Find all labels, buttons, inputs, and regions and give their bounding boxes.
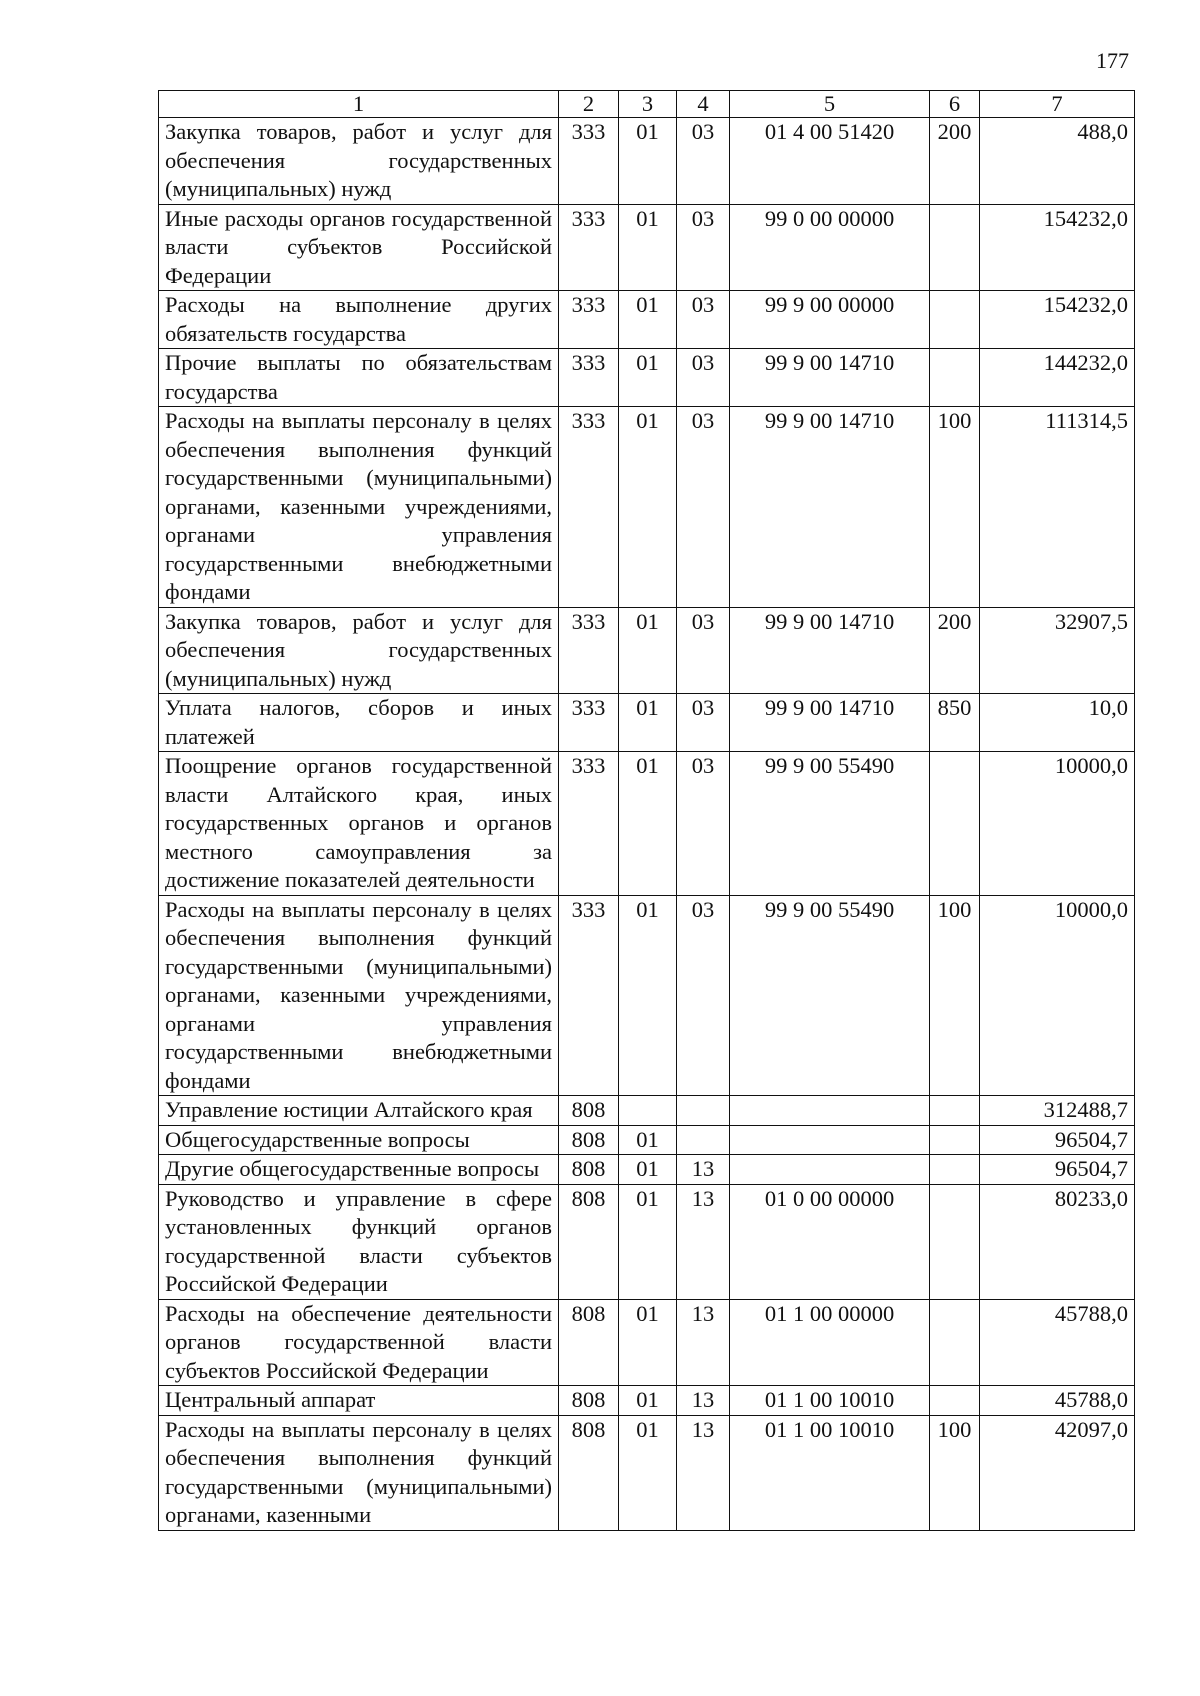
subsection-code: 03	[677, 291, 730, 349]
expense-type-code	[930, 349, 980, 407]
section-code: 01	[619, 1299, 677, 1386]
subsection-code: 03	[677, 694, 730, 752]
column-header: 6	[930, 91, 980, 118]
section-code: 01	[619, 752, 677, 896]
expense-name: Прочие выплаты по обязательствам государства	[159, 349, 559, 407]
expense-type-code: 200	[930, 607, 980, 694]
target-item-code: 01 0 00 00000	[730, 1184, 930, 1299]
subsection-code: 13	[677, 1415, 730, 1530]
amount: 10,0	[980, 694, 1135, 752]
amount: 96504,7	[980, 1155, 1135, 1185]
column-header: 3	[619, 91, 677, 118]
table-row	[159, 895, 1135, 1096]
expense-name: Другие общегосударственные вопросы	[159, 1155, 559, 1185]
target-item-code	[730, 1155, 930, 1185]
expense-name: Поощрение органов государственной власти Алтайского края, иных государственных органов и органов местного самоуправления за достижение показателей деятельности	[159, 752, 559, 896]
subsection-code: 03	[677, 118, 730, 205]
expense-type-code	[930, 1386, 980, 1416]
department-code: 333	[559, 752, 619, 896]
subsection-code	[677, 1096, 730, 1126]
expense-type-code: 100	[930, 1415, 980, 1530]
target-item-code: 01 1 00 10010	[730, 1415, 930, 1530]
table-row	[159, 1184, 1135, 1299]
expense-type-code: 100	[930, 407, 980, 608]
section-code: 01	[619, 895, 677, 1096]
section-code: 01	[619, 1125, 677, 1155]
subsection-code: 03	[677, 407, 730, 608]
table-row	[159, 1415, 1135, 1530]
target-item-code	[730, 1096, 930, 1126]
target-item-code: 99 9 00 14710	[730, 349, 930, 407]
expense-name: Расходы на выполнение других обязательств государства	[159, 291, 559, 349]
target-item-code: 99 9 00 00000	[730, 291, 930, 349]
table-row	[159, 204, 1135, 291]
department-code: 808	[559, 1299, 619, 1386]
expense-type-code	[930, 1155, 980, 1185]
table-row	[159, 752, 1135, 896]
section-code: 01	[619, 1386, 677, 1416]
expense-name: Иные расходы органов государственной власти субъектов Российской Федерации	[159, 204, 559, 291]
department-code: 333	[559, 694, 619, 752]
subsection-code: 13	[677, 1299, 730, 1386]
target-item-code: 01 1 00 10010	[730, 1386, 930, 1416]
table-row	[159, 607, 1135, 694]
target-item-code: 99 0 00 00000	[730, 204, 930, 291]
expense-name: Расходы на выплаты персоналу в целях обеспечения выполнения функций государственными (муниципальными) органами, казенными учреждениями, органами управления государственными внебюджетными фондами	[159, 407, 559, 608]
expense-type-code	[930, 1096, 980, 1126]
department-code: 333	[559, 291, 619, 349]
amount: 45788,0	[980, 1386, 1135, 1416]
table-row	[159, 118, 1135, 205]
department-code: 333	[559, 204, 619, 291]
section-code	[619, 1096, 677, 1126]
subsection-code: 03	[677, 349, 730, 407]
column-header: 1	[159, 91, 559, 118]
expense-name: Центральный аппарат	[159, 1386, 559, 1416]
table-row	[159, 407, 1135, 608]
expense-type-code: 100	[930, 895, 980, 1096]
department-code: 808	[559, 1096, 619, 1126]
expense-name: Расходы на выплаты персоналу в целях обеспечения выполнения функций государственными (муниципальными) органами, казенными учреждениями, органами управления государственными внебюджетными фондами	[159, 895, 559, 1096]
page-number: 177	[1096, 48, 1129, 73]
table-row	[159, 291, 1135, 349]
target-item-code: 99 9 00 14710	[730, 607, 930, 694]
table-row	[159, 694, 1135, 752]
department-code: 808	[559, 1386, 619, 1416]
section-code: 01	[619, 407, 677, 608]
department-code: 333	[559, 895, 619, 1096]
department-code: 333	[559, 349, 619, 407]
amount: 32907,5	[980, 607, 1135, 694]
target-item-code: 99 9 00 55490	[730, 895, 930, 1096]
table-body	[159, 118, 1135, 1531]
expense-name: Расходы на обеспечение деятельности органов государственной власти субъектов Российской Федерации	[159, 1299, 559, 1386]
header-row	[159, 91, 1135, 118]
department-code: 333	[559, 407, 619, 608]
amount: 80233,0	[980, 1184, 1135, 1299]
department-code: 808	[559, 1155, 619, 1185]
department-code: 333	[559, 118, 619, 205]
expense-type-code: 200	[930, 118, 980, 205]
table-row	[159, 1299, 1135, 1386]
target-item-code: 01 4 00 51420	[730, 118, 930, 205]
department-code: 808	[559, 1184, 619, 1299]
department-code: 808	[559, 1415, 619, 1530]
amount: 45788,0	[980, 1299, 1135, 1386]
target-item-code: 99 9 00 55490	[730, 752, 930, 896]
table-header	[159, 91, 1135, 118]
subsection-code: 03	[677, 752, 730, 896]
section-code: 01	[619, 1155, 677, 1185]
column-header: 2	[559, 91, 619, 118]
expense-type-code	[930, 1299, 980, 1386]
section-code: 01	[619, 118, 677, 205]
amount: 154232,0	[980, 291, 1135, 349]
subsection-code	[677, 1125, 730, 1155]
budget-table	[158, 90, 1135, 1531]
expense-name: Управление юстиции Алтайского края	[159, 1096, 559, 1126]
table-row	[159, 1125, 1135, 1155]
section-code: 01	[619, 607, 677, 694]
subsection-code: 13	[677, 1155, 730, 1185]
target-item-code: 99 9 00 14710	[730, 694, 930, 752]
column-header: 4	[677, 91, 730, 118]
table-row	[159, 1386, 1135, 1416]
subsection-code: 03	[677, 204, 730, 291]
column-header: 5	[730, 91, 930, 118]
amount: 488,0	[980, 118, 1135, 205]
amount: 42097,0	[980, 1415, 1135, 1530]
department-code: 808	[559, 1125, 619, 1155]
subsection-code: 13	[677, 1184, 730, 1299]
subsection-code: 03	[677, 607, 730, 694]
expense-name: Расходы на выплаты персоналу в целях обеспечения выполнения функций государственными (муниципальными) органами, казенными	[159, 1415, 559, 1530]
expense-type-code	[930, 752, 980, 896]
section-code: 01	[619, 1415, 677, 1530]
section-code: 01	[619, 291, 677, 349]
section-code: 01	[619, 1184, 677, 1299]
expense-name: Закупка товаров, работ и услуг для обеспечения государственных (муниципальных) нужд	[159, 607, 559, 694]
amount: 312488,7	[980, 1096, 1135, 1126]
amount: 10000,0	[980, 895, 1135, 1096]
expense-name: Руководство и управление в сфере установленных функций органов государственной власти субъектов Российской Федерации	[159, 1184, 559, 1299]
target-item-code	[730, 1125, 930, 1155]
table-row	[159, 349, 1135, 407]
amount: 10000,0	[980, 752, 1135, 896]
expense-type-code	[930, 291, 980, 349]
section-code: 01	[619, 349, 677, 407]
section-code: 01	[619, 204, 677, 291]
table-row	[159, 1155, 1135, 1185]
target-item-code: 99 9 00 14710	[730, 407, 930, 608]
expense-name: Общегосударственные вопросы	[159, 1125, 559, 1155]
expense-type-code: 850	[930, 694, 980, 752]
subsection-code: 13	[677, 1386, 730, 1416]
target-item-code: 01 1 00 00000	[730, 1299, 930, 1386]
expense-name: Закупка товаров, работ и услуг для обеспечения государственных (муниципальных) нужд	[159, 118, 559, 205]
table-row	[159, 1096, 1135, 1126]
amount: 144232,0	[980, 349, 1135, 407]
expense-name: Уплата налогов, сборов и иных платежей	[159, 694, 559, 752]
column-header: 7	[980, 91, 1135, 118]
subsection-code: 03	[677, 895, 730, 1096]
department-code: 333	[559, 607, 619, 694]
amount: 96504,7	[980, 1125, 1135, 1155]
section-code: 01	[619, 694, 677, 752]
expense-type-code	[930, 1184, 980, 1299]
expense-type-code	[930, 1125, 980, 1155]
expense-type-code	[930, 204, 980, 291]
amount: 111314,5	[980, 407, 1135, 608]
amount: 154232,0	[980, 204, 1135, 291]
